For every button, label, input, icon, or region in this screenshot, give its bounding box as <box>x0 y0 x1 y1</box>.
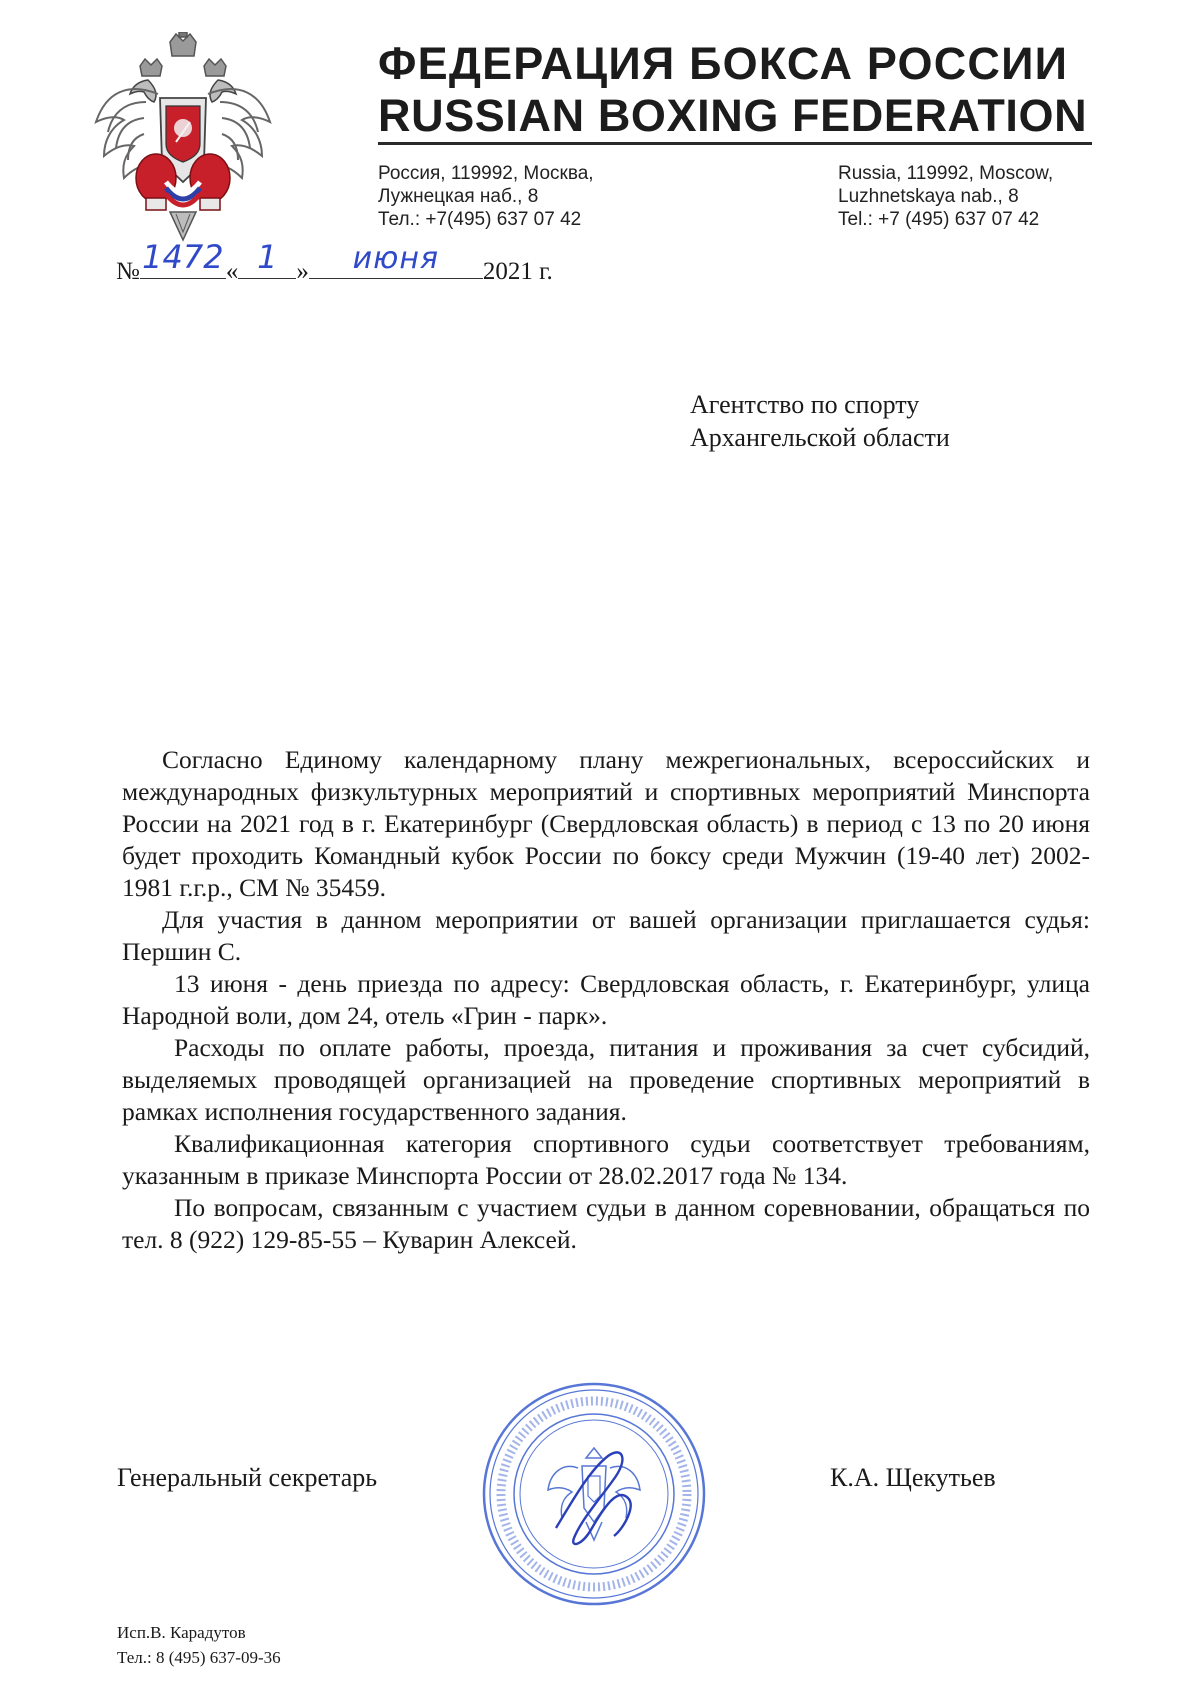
recipient-line: Агентство по спорту <box>690 390 920 419</box>
body-paragraph: Для участия в данном мероприятии от вашей организации приглашается судья: Першин С. <box>122 905 1090 966</box>
address-en-line: Russia, 119992, Moscow, <box>838 163 1054 184</box>
executor-phone: Тел.: 8 (495) 637-09-36 <box>117 1648 281 1667</box>
body-paragraph: 13 июня - день приезда по адресу: Свердловская область, г. Екатеринбург, улица Народной воли, дом 24, отель «Грин - парк». <box>122 969 1090 1030</box>
address-en-line: Luzhnetskaya nab., 8 <box>838 186 1019 207</box>
recipient-line: Архангельской области <box>690 423 950 452</box>
signatory-name: К.А. Щекутьев <box>830 1463 996 1492</box>
registration-line <box>116 238 553 290</box>
federation-title-ru: ФЕДЕРАЦИЯ БОКСА РОССИИ <box>378 38 1069 89</box>
number-field <box>140 238 226 279</box>
federation-title-en: RUSSIAN BOXING FEDERATION <box>378 90 1088 141</box>
body-paragraph: Квалификационная категория спортивного судьи соответствует требованиям, указанным в приказе Минспорта России от 28.02.2017 года № 134. <box>122 1129 1090 1190</box>
handwritten-month: июня <box>352 241 440 276</box>
handwritten-day: 1 <box>257 238 278 276</box>
address-ru-line: Тел.: +7(495) 637 07 42 <box>378 209 582 230</box>
header-divider <box>378 142 1092 145</box>
close-quote: » <box>296 258 309 285</box>
month-field <box>309 241 483 279</box>
double-headed-eagle-crest-icon <box>88 32 278 242</box>
address-block-ru <box>378 162 594 231</box>
number-sign: № <box>116 258 140 285</box>
executor-name: Исп.В. Карадутов <box>117 1623 246 1642</box>
day-field <box>238 238 296 279</box>
signatory-title: Генеральный секретарь <box>117 1463 378 1492</box>
open-quote: « <box>225 258 239 285</box>
body-paragraph: По вопросам, связанным с участием судьи в данном соревновании, обращаться по тел. 8 (922) 129-85-55 – Куварин Алексей. <box>122 1193 1090 1254</box>
body-paragraph: Расходы по оплате работы, проезда, питания и проживания за счет субсидий, выделяемых проводящей организацией на проведение спортивных мероприятий в рамках исполнения государственного задания. <box>122 1033 1090 1126</box>
letter-body <box>122 744 1090 1256</box>
blue-round-seal-icon <box>478 1378 710 1610</box>
executor-footer <box>117 1620 281 1670</box>
recipient-block <box>690 388 950 454</box>
address-block-en <box>838 162 1053 231</box>
year-text: 2021 г. <box>482 258 553 285</box>
address-ru-line: Лужнецкая наб., 8 <box>378 186 539 207</box>
handwritten-number: 1472 <box>142 238 224 276</box>
address-en-line: Tel.: +7 (495) 637 07 42 <box>838 209 1040 230</box>
address-ru-line: Россия, 119992, Москва, <box>378 163 594 184</box>
body-paragraph: Согласно Единому календарному плану межрегиональных, всероссийских и международных физкультурных мероприятий и спортивных мероприятий Минспорта России на 2021 год в г. Екатеринбург (Свердловская область) в период с 13 по 20 июня будет проходить Командный кубок России по боксу среди Мужчин (19-40 лет) 2002-1981 г.г.р., СМ № 35459. <box>122 745 1090 902</box>
